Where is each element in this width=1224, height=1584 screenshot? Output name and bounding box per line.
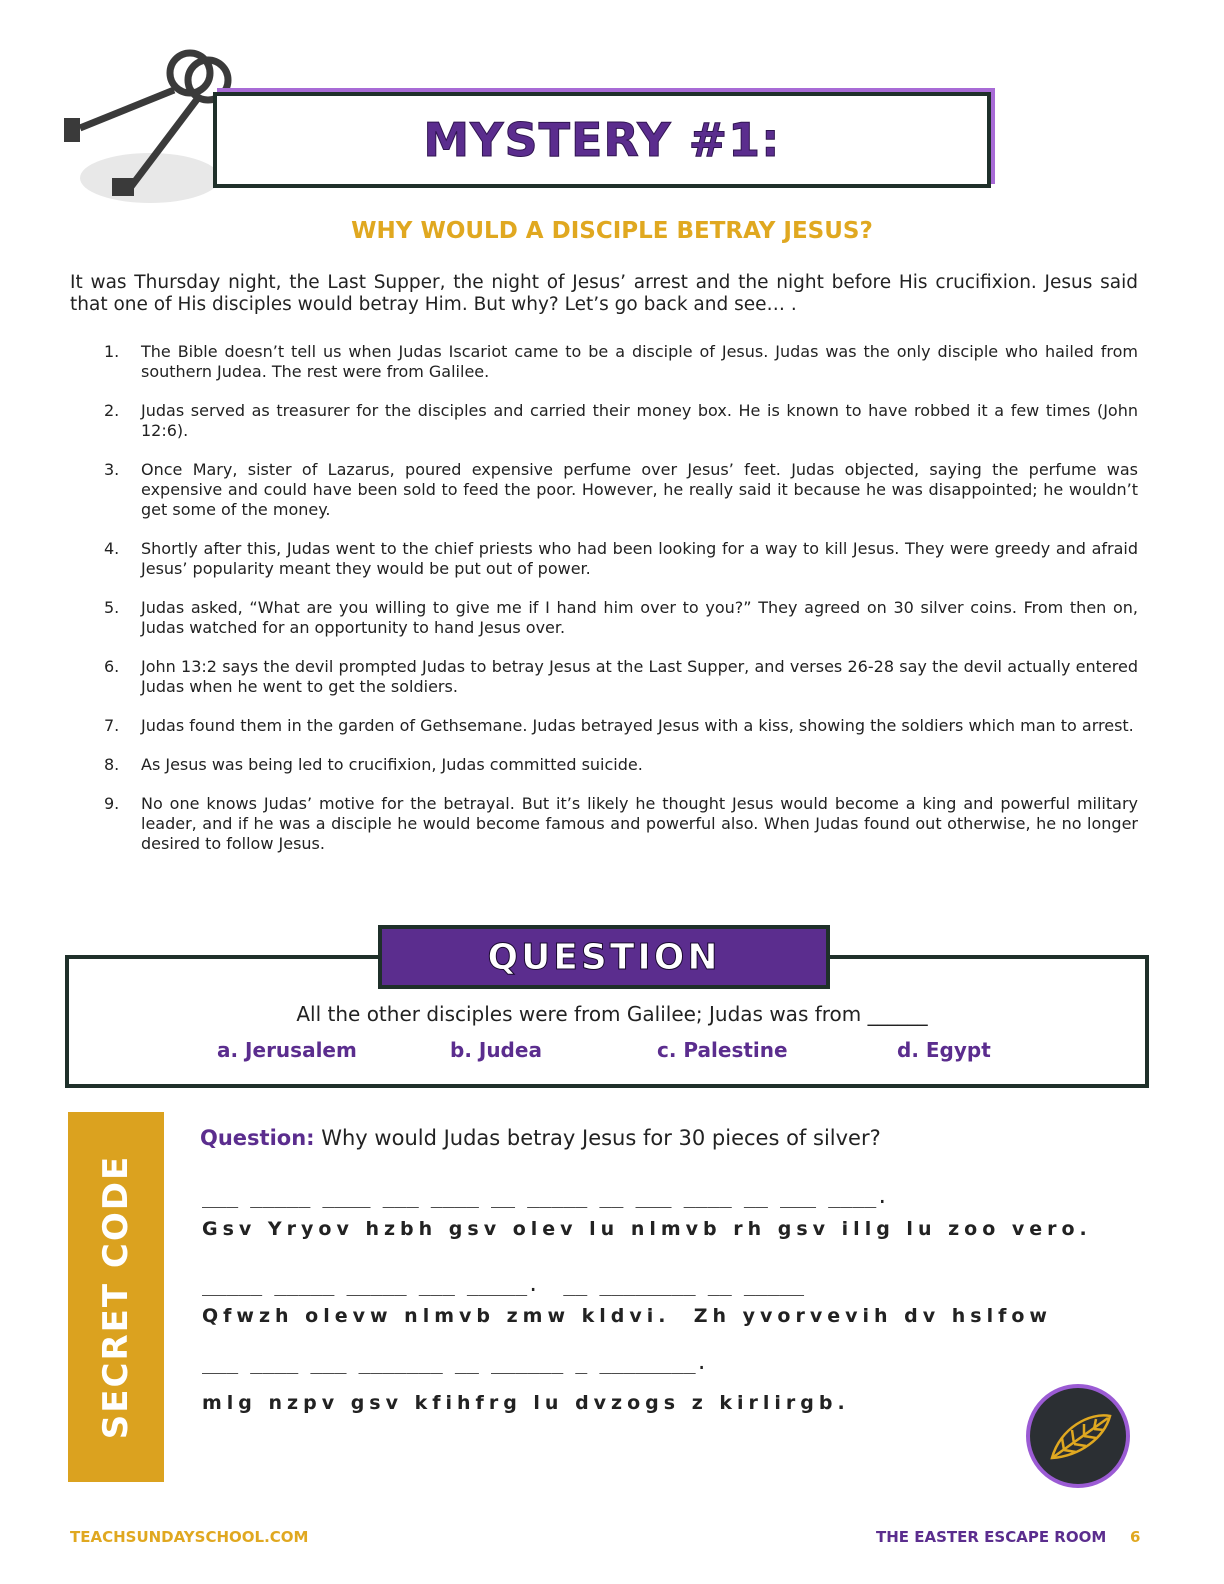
item-number: 8. (104, 755, 120, 774)
item-text: Once Mary, sister of Lazarus, poured expensive perfume over Jesus’ feet. Judas objected, saying the perfume was expensive and could have been sold to feed the poor. However, he really said it because he was disappointed; he wouldn’t get some of the money. (141, 460, 1138, 519)
subtitle: WHY WOULD A DISCIPLE BETRAY JESUS? (351, 218, 873, 244)
answer-options (0, 1038, 1224, 1064)
question-tab (378, 925, 830, 989)
list-item (104, 342, 1138, 382)
intro-paragraph: It was Thursday night, the Last Supper, the night of Jesus’ arrest and the night before His crucifixion. Jesus said that one of His disciples would betray Him. But why? Let’s go back and see… . (70, 272, 1138, 315)
list-item (104, 460, 1138, 520)
footer-site: TEACHSUNDAYSCHOOL.COM (70, 1528, 309, 1546)
list-item (104, 716, 1138, 736)
list-item (104, 539, 1138, 579)
page-title: MYSTERY #1: (423, 113, 781, 167)
cipher-text: mlg nzpv gsv kfihfrg lu dvzogs z kirlirgb. (202, 1392, 850, 1414)
page-number: 6 (1130, 1528, 1141, 1546)
code-question (200, 1126, 881, 1150)
item-number: 4. (104, 539, 120, 558)
footer-book-title: THE EASTER ESCAPE ROOM (876, 1528, 1107, 1546)
secret-code-label: SECRET CODE (96, 1154, 136, 1440)
item-text: John 13:2 says the devil prompted Judas to betray Jesus at the Last Supper, and verses 26-28 say the devil actually entered Judas when he went to get the soldiers. (141, 657, 1138, 696)
cipher-text: Gsv Yryov hzbh gsv olev lu nlmvb rh gsv illg lu zoo vero. (202, 1218, 1092, 1240)
facts-list (104, 342, 1138, 873)
palm-leaf-icon (1030, 1388, 1126, 1484)
item-number: 7. (104, 716, 120, 735)
item-text: Judas found them in the garden of Gethsemane. Judas betrayed Jesus with a kiss, showing the soldiers which man to arrest. (141, 716, 1134, 735)
code-question-label: Question: (200, 1126, 315, 1150)
option-c[interactable]: c. Palestine (657, 1038, 788, 1062)
option-a[interactable]: a. Jerusalem (217, 1038, 357, 1062)
option-b[interactable]: b. Judea (450, 1038, 542, 1062)
leaf-badge (1026, 1384, 1130, 1488)
list-item (104, 657, 1138, 697)
item-number: 3. (104, 460, 120, 479)
item-text: No one knows Judas’ motive for the betrayal. But it’s likely he thought Jesus would become a king and powerful military leader, and if he was a disciple he would become famous and powerful also. When Judas found out otherwise, he no longer desired to follow Jesus. (141, 794, 1138, 853)
answer-blanks[interactable]: ___ ____ ___ _______ __ ______ _ ________. (202, 1350, 708, 1374)
list-item (104, 755, 1138, 775)
item-text: Judas served as treasurer for the disciples and carried their money box. He is known to have robbed it a few times (John 12:6). (141, 401, 1138, 440)
item-number: 9. (104, 794, 120, 813)
list-item (104, 598, 1138, 638)
cipher-text: Qfwzh olevw nlmvb zmw kldvi. Zh yvorvevih dv hslfow (202, 1305, 1052, 1327)
item-number: 5. (104, 598, 120, 617)
question-tab-label: QUESTION (487, 936, 721, 978)
item-number: 2. (104, 401, 120, 420)
item-text: The Bible doesn’t tell us when Judas Iscariot came to be a disciple of Jesus. Judas was the only disciple who hailed from southern Judea. The rest were from Galilee. (141, 342, 1138, 381)
item-text: Shortly after this, Judas went to the chief priests who had been looking for a way to kill Jesus. They were greedy and afraid Jesus’ popularity meant they would be put out of power. (141, 539, 1138, 578)
option-d[interactable]: d. Egypt (897, 1038, 991, 1062)
code-question-text: Why would Judas betray Jesus for 30 pieces of silver? (314, 1126, 881, 1150)
item-text: As Jesus was being led to crucifixion, Judas committed suicide. (141, 755, 643, 774)
item-number: 6. (104, 657, 120, 676)
item-number: 1. (104, 342, 120, 361)
answer-blanks[interactable]: _____ _____ _____ ___ _____. __ ________ __ _____ (202, 1272, 805, 1296)
list-item (104, 794, 1138, 854)
question-text: All the other disciples were from Galilee; Judas was from ______ (296, 1002, 928, 1026)
item-text: Judas asked, “What are you willing to give me if I hand him over to you?” They agreed on 30 silver coins. From then on, Judas watched for an opportunity to hand Jesus over. (141, 598, 1138, 637)
answer-blanks[interactable]: ___ _____ ____ ___ ____ __ _____ __ ___ ____ __ ___ ____. (202, 1184, 889, 1208)
list-item (104, 401, 1138, 441)
title-box (213, 92, 991, 188)
